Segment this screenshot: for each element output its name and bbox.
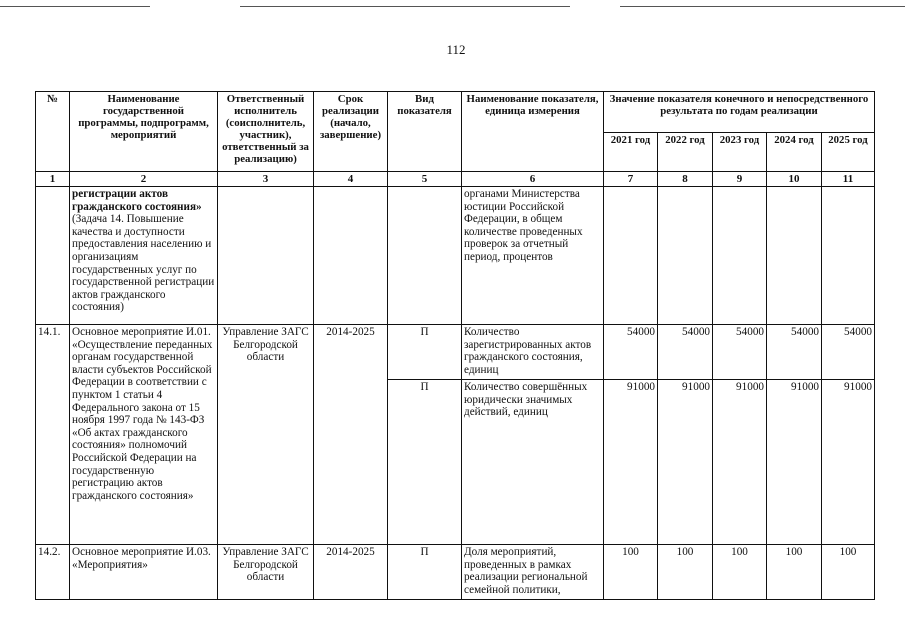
table-row [36,545,875,600]
column-number: 9 [713,172,767,187]
row-indicator-name: органами Министерства юстиции Российской Федерации, в общем количестве проведенных проверок за отчетный период, процентов [462,187,604,325]
header-values-group: Значение показателя конечного и непосредственного результата по годам реализации [604,92,875,133]
column-number-row [36,172,875,187]
row-name-bold: регистрации актов гражданского состояния» [72,188,202,213]
scan-edge-line [240,6,570,7]
header-row [36,92,875,133]
page-number: 112 [446,42,466,57]
header-responsible: Ответственный исполнитель (соисполнитель, участник), ответственный за реализацию) [218,92,314,172]
header-indicator-name: Наименование показателя, единица измерения [462,92,604,172]
row-indicator-name: Количество зарегистрированных актов гражданского состояния, единиц [462,325,604,380]
header-year: 2024 год [767,133,822,172]
row-indicator-type: П [388,380,462,545]
row-value: 54000 [658,325,713,380]
row-indicator-name: Доля мероприятий, проведенных в рамках реализации региональной семейной политики, [462,545,604,600]
row-period: 2014-2025 [314,325,388,545]
row-value: 91000 [604,380,658,545]
row-number: 14.1. [36,325,70,545]
header-year: 2021 год [604,133,658,172]
row-name-rest: (Задача 14. Повышение качества и доступности предоставления населению и организациям государственных услуг по государственной регистрации актов гражданского состояния) [72,213,215,314]
row-responsible: Управление ЗАГС Белгородской области [218,545,314,600]
row-value: 54000 [767,325,822,380]
header-year: 2023 год [713,133,767,172]
column-number: 7 [604,172,658,187]
header-indicator-type: Вид показателя [388,92,462,172]
row-indicator-type [388,187,462,325]
row-value: 54000 [604,325,658,380]
row-period [314,187,388,325]
row-number [36,187,70,325]
row-responsible [218,187,314,325]
header-name: Наименование государственной программы, подпрограмм, мероприятий [70,92,218,172]
header-year: 2025 год [822,133,875,172]
column-number: 11 [822,172,875,187]
row-value: 91000 [658,380,713,545]
table-row [36,325,875,380]
scan-edge-line [620,6,905,7]
row-indicator-type: П [388,545,462,600]
row-indicator-type: П [388,325,462,380]
header-no: № [36,92,70,172]
row-value: 91000 [822,380,875,545]
row-name [70,187,218,325]
indicators-table [35,91,875,600]
table-row [36,187,875,325]
column-number: 3 [218,172,314,187]
row-value: 100 [604,545,658,600]
row-value: 91000 [713,380,767,545]
row-value [658,187,713,325]
column-number: 2 [70,172,218,187]
column-number: 4 [314,172,388,187]
column-number: 6 [462,172,604,187]
row-value: 100 [713,545,767,600]
row-name: Основное мероприятие И.03. «Мероприятия» [70,545,218,600]
row-value: 100 [767,545,822,600]
row-name: Основное мероприятие И.01. «Осуществление переданных органам государственной власти субъектов Российской Федерации в соответствии с пунктом 1 статьи 4 Федерального закона от 15 ноября 1997 года № 143-ФЗ «Об актах гражданского состояния» полномочий Российской Федерации на государственную регистрацию актов гражданского состояния» [70,325,218,545]
header-period: Срок реализации (начало, завершение) [314,92,388,172]
column-number: 1 [36,172,70,187]
row-indicator-name: Количество совершённых юридически значимых действий, единиц [462,380,604,545]
row-value [713,187,767,325]
column-number: 5 [388,172,462,187]
row-value: 100 [658,545,713,600]
row-responsible: Управление ЗАГС Белгородской области [218,325,314,545]
row-period: 2014-2025 [314,545,388,600]
row-number: 14.2. [36,545,70,600]
row-value: 100 [822,545,875,600]
row-value: 54000 [713,325,767,380]
row-value [604,187,658,325]
column-number: 10 [767,172,822,187]
row-value: 54000 [822,325,875,380]
row-value: 91000 [767,380,822,545]
header-year: 2022 год [658,133,713,172]
scan-edge-line [0,6,150,7]
column-number: 8 [658,172,713,187]
row-value [822,187,875,325]
row-value [767,187,822,325]
